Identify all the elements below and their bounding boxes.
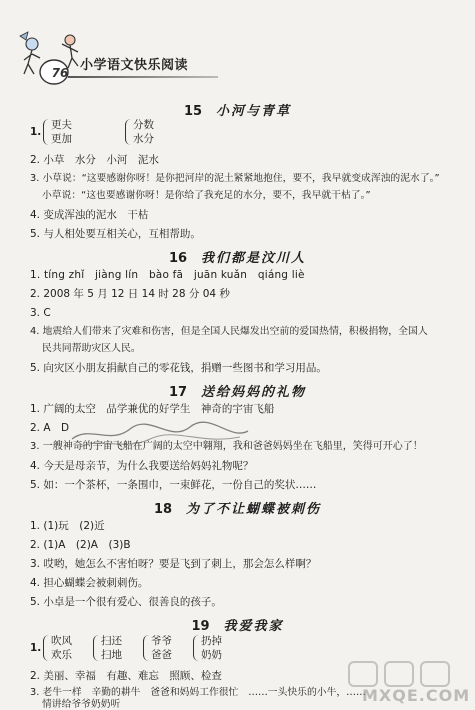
section-19-title: 19 我爱我家 bbox=[191, 619, 284, 634]
s16-q1: 1. tíng zhǐ jiàng lín bào fā juān kuǎn qiáng liè bbox=[30, 269, 305, 281]
s15-q5: 5. 与人相处要互相关心，互相帮助。 bbox=[30, 228, 201, 240]
s16-q2: 2. 2008 年 5 月 12 日 14 时 28 分 04 秒 bbox=[30, 288, 230, 300]
s19-q1-group: 1. 吹风 欢乐 扫还 扫地 爷爷 爸爸 扔掉 奶奶 bbox=[30, 635, 222, 661]
s17-q5: 5. 如：一个茶杯，一条围巾，一束鲜花，一份自己的奖状…… bbox=[30, 479, 317, 491]
book-title: 小学语文快乐阅读 bbox=[80, 58, 189, 73]
s17-q1: 1. 广阔的太空 品学兼优的好学生 神奇的宇宙飞船 bbox=[30, 403, 275, 415]
s18-q4: 4. 担心蝴蝶会被刺刺伤。 bbox=[30, 577, 149, 589]
s17-q3: 3. 一艘神奇的宇宙飞船在广阔的太空中翱翔，我和爸爸妈妈坐在飞船里，笑得可开心了！ bbox=[30, 441, 423, 452]
watermark-text: MXQE.COM bbox=[362, 686, 471, 705]
section-16-title: 16 我们都是汶川人 bbox=[168, 251, 307, 266]
s17-q4: 4. 今天是母亲节，为什么我要送给妈妈礼物呢？ bbox=[30, 460, 254, 472]
s15-q4: 4. 变成浑浊的泥水 干枯 bbox=[30, 209, 149, 221]
section-17-title: 17 送给妈妈的礼物 bbox=[168, 385, 307, 400]
s15-q3a: 3. 小草说：“这要感谢你呀！是你把河岸的泥土紧紧地抱住，要不，我早就变成浑浊的泥水了。” bbox=[30, 173, 440, 184]
section-18-title: 18 为了不让蝴蝶被刺伤 bbox=[153, 502, 322, 517]
s16-q4b: 民共同帮助灾区人民。 bbox=[42, 343, 141, 354]
page-number: 76 bbox=[51, 66, 69, 80]
header-divider bbox=[68, 76, 218, 78]
s18-q2: 2. (1)A (2)A (3)B bbox=[30, 539, 131, 551]
s18-q5: 5. 小卓是一个很有爱心、很善良的孩子。 bbox=[30, 596, 222, 608]
s18-q3: 3. 哎哟，她怎么不害怕呀？要是飞到了刺上，那会怎么样啊？ bbox=[30, 558, 317, 570]
s18-q1: 1. (1)玩 (2)近 bbox=[30, 520, 105, 532]
s16-q5: 5. 向灾区小朋友捐献自己的零花钱，捐赠一些图书和学习用品。 bbox=[30, 362, 327, 374]
s19-q3a: 3. 老牛一样 辛勤的耕牛 爸爸和妈妈工作很忙 ……一头快乐的小牛，…… bbox=[30, 687, 366, 698]
s16-q4a: 4. 地震给人们带来了灾难和伤害，但是全国人民爆发出空前的爱国热情，积极捐物，全国人 bbox=[30, 326, 428, 337]
section-15-title: 15 小河与青草 bbox=[183, 104, 292, 119]
page-header bbox=[18, 30, 218, 92]
s15-q3b: 小草说：“这也要感谢你呀！是你给了我充足的水分，要不，我早就干枯了。” bbox=[42, 190, 371, 201]
s19-q3b: 情讲给爷爷奶奶听 bbox=[42, 699, 121, 710]
s15-q2: 2. 小草 水分 小河 泥水 bbox=[30, 154, 159, 166]
s16-q3: 3. C bbox=[30, 307, 51, 319]
s17-q2: 2. A D bbox=[30, 422, 70, 434]
s15-q1-group: 1. 更夫 更加 分数 水分 bbox=[30, 119, 154, 145]
s19-q2: 2. 美丽、幸福 有趣、难忘 照顾、检查 bbox=[30, 670, 222, 682]
